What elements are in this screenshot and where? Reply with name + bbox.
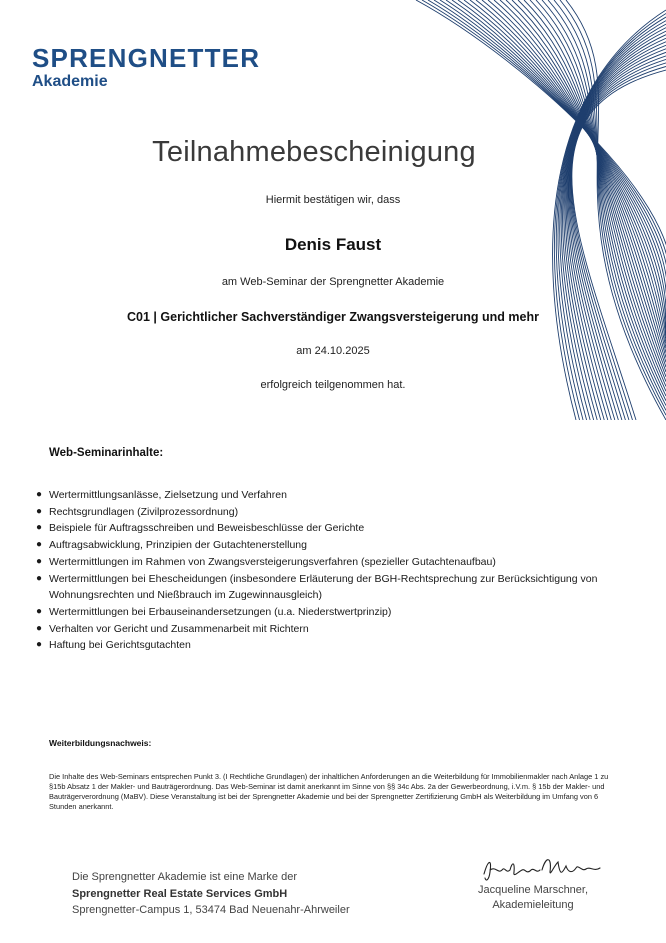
list-item: ● Wertermittlungen bei Erbauseinandersetzungen (u.a. Niederstwertprinzip) — [36, 605, 392, 618]
footer-address: Sprengnetter-Campus 1, 53474 Bad Neuenahr-Ahrweiler — [72, 904, 350, 916]
seminar-contents — [36, 447, 629, 654]
list-item: ● Haftung bei Gerichtsgutachten — [36, 639, 191, 652]
list-item: ● Verhalten vor Gericht und Zusammenarbeit mit Richtern — [36, 622, 309, 635]
training-heading: Weiterbildungsnachweis: — [49, 738, 152, 748]
logo-subtitle: Akademie — [32, 73, 108, 90]
contents-heading: Web-Seminarinhalte: — [49, 447, 164, 459]
list-item: ● Beispiele für Auftragsschreiben und Beweisbeschlüsse der Gerichte — [36, 522, 365, 535]
list-item: ● Wertermittlungen im Rahmen von Zwangsversteigerungsverfahren (spezieller Gutachtenaufbau) — [36, 555, 496, 568]
decorative-wave-lines — [406, 0, 666, 420]
list-item: ● Rechtsgrundlagen (Zivilprozessordnung) — [36, 505, 239, 518]
list-item: ● Auftragsabwicklung, Prinzipien der Gutachtenerstellung — [36, 539, 307, 552]
closing-text: erfolgreich teilgenommen hat. — [260, 379, 406, 391]
signer-name: Jacqueline Marschner, — [477, 884, 589, 896]
footer-brand-line: Die Sprengnetter Akademie ist eine Marke der — [72, 871, 298, 883]
certificate-title: Teilnahmebescheinigung — [152, 136, 476, 168]
date-line: am 24.10.2025 — [296, 345, 370, 357]
list-item: ● Wertermittlungsanlässe, Zielsetzung und Verfahren — [36, 489, 287, 501]
event-line: am Web-Seminar der Sprengnetter Akademie — [221, 276, 445, 288]
participant-name: Denis Faust — [284, 235, 382, 254]
course-title: C01 | Gerichtlicher Sachverständiger Zwangsversteigerung und mehr — [127, 310, 539, 324]
footer-company: Sprengnetter Real Estate Services GmbH — [72, 887, 288, 900]
wave-line — [518, 0, 666, 382]
signer-role: Akademieleitung — [492, 898, 574, 911]
training-text: Die Inhalte des Web-Seminars entsprechen Punkt 3. (I Rechtliche Grundlagen) der inhaltlichen Anforderungen an die Weiterbildung für Immobilienmakler nach Anlage 1 zu §15b Absatz 1 der Makler- und Bauträgerordnung. Das Web-Seminar ist damit anerkannt im Sinne von §§ 34c Abs. 2a der Gewerbeordnung, i.V.m. § 15b der Makler- und Bauträgerverordnung (MaBV). Diese Veranstaltung ist bei der Sprengnetter Akademie und bei der Sprengnetter Zertifizierung GmbH als Weiterbildung im Umfang von 6 Stunden anerkannt. — [49, 772, 609, 811]
logo-wordmark: SPRENGNETTER — [32, 43, 261, 73]
list-item: ● Wertermittlungen bei Ehescheidungen (insbesondere Erläuterung der BGH-Rechtsprechung zur Berücksichtigung von Wohnungsrechten und Nießbrauch im Zugewinnausgleich) — [36, 572, 598, 602]
intro-text: Hiermit bestätigen wir, dass — [265, 194, 401, 206]
signer-block — [460, 883, 606, 912]
signature-image — [478, 852, 608, 886]
sprengnetter-logo — [32, 44, 260, 91]
footer-company-info — [72, 869, 350, 919]
contents-list — [36, 487, 629, 654]
